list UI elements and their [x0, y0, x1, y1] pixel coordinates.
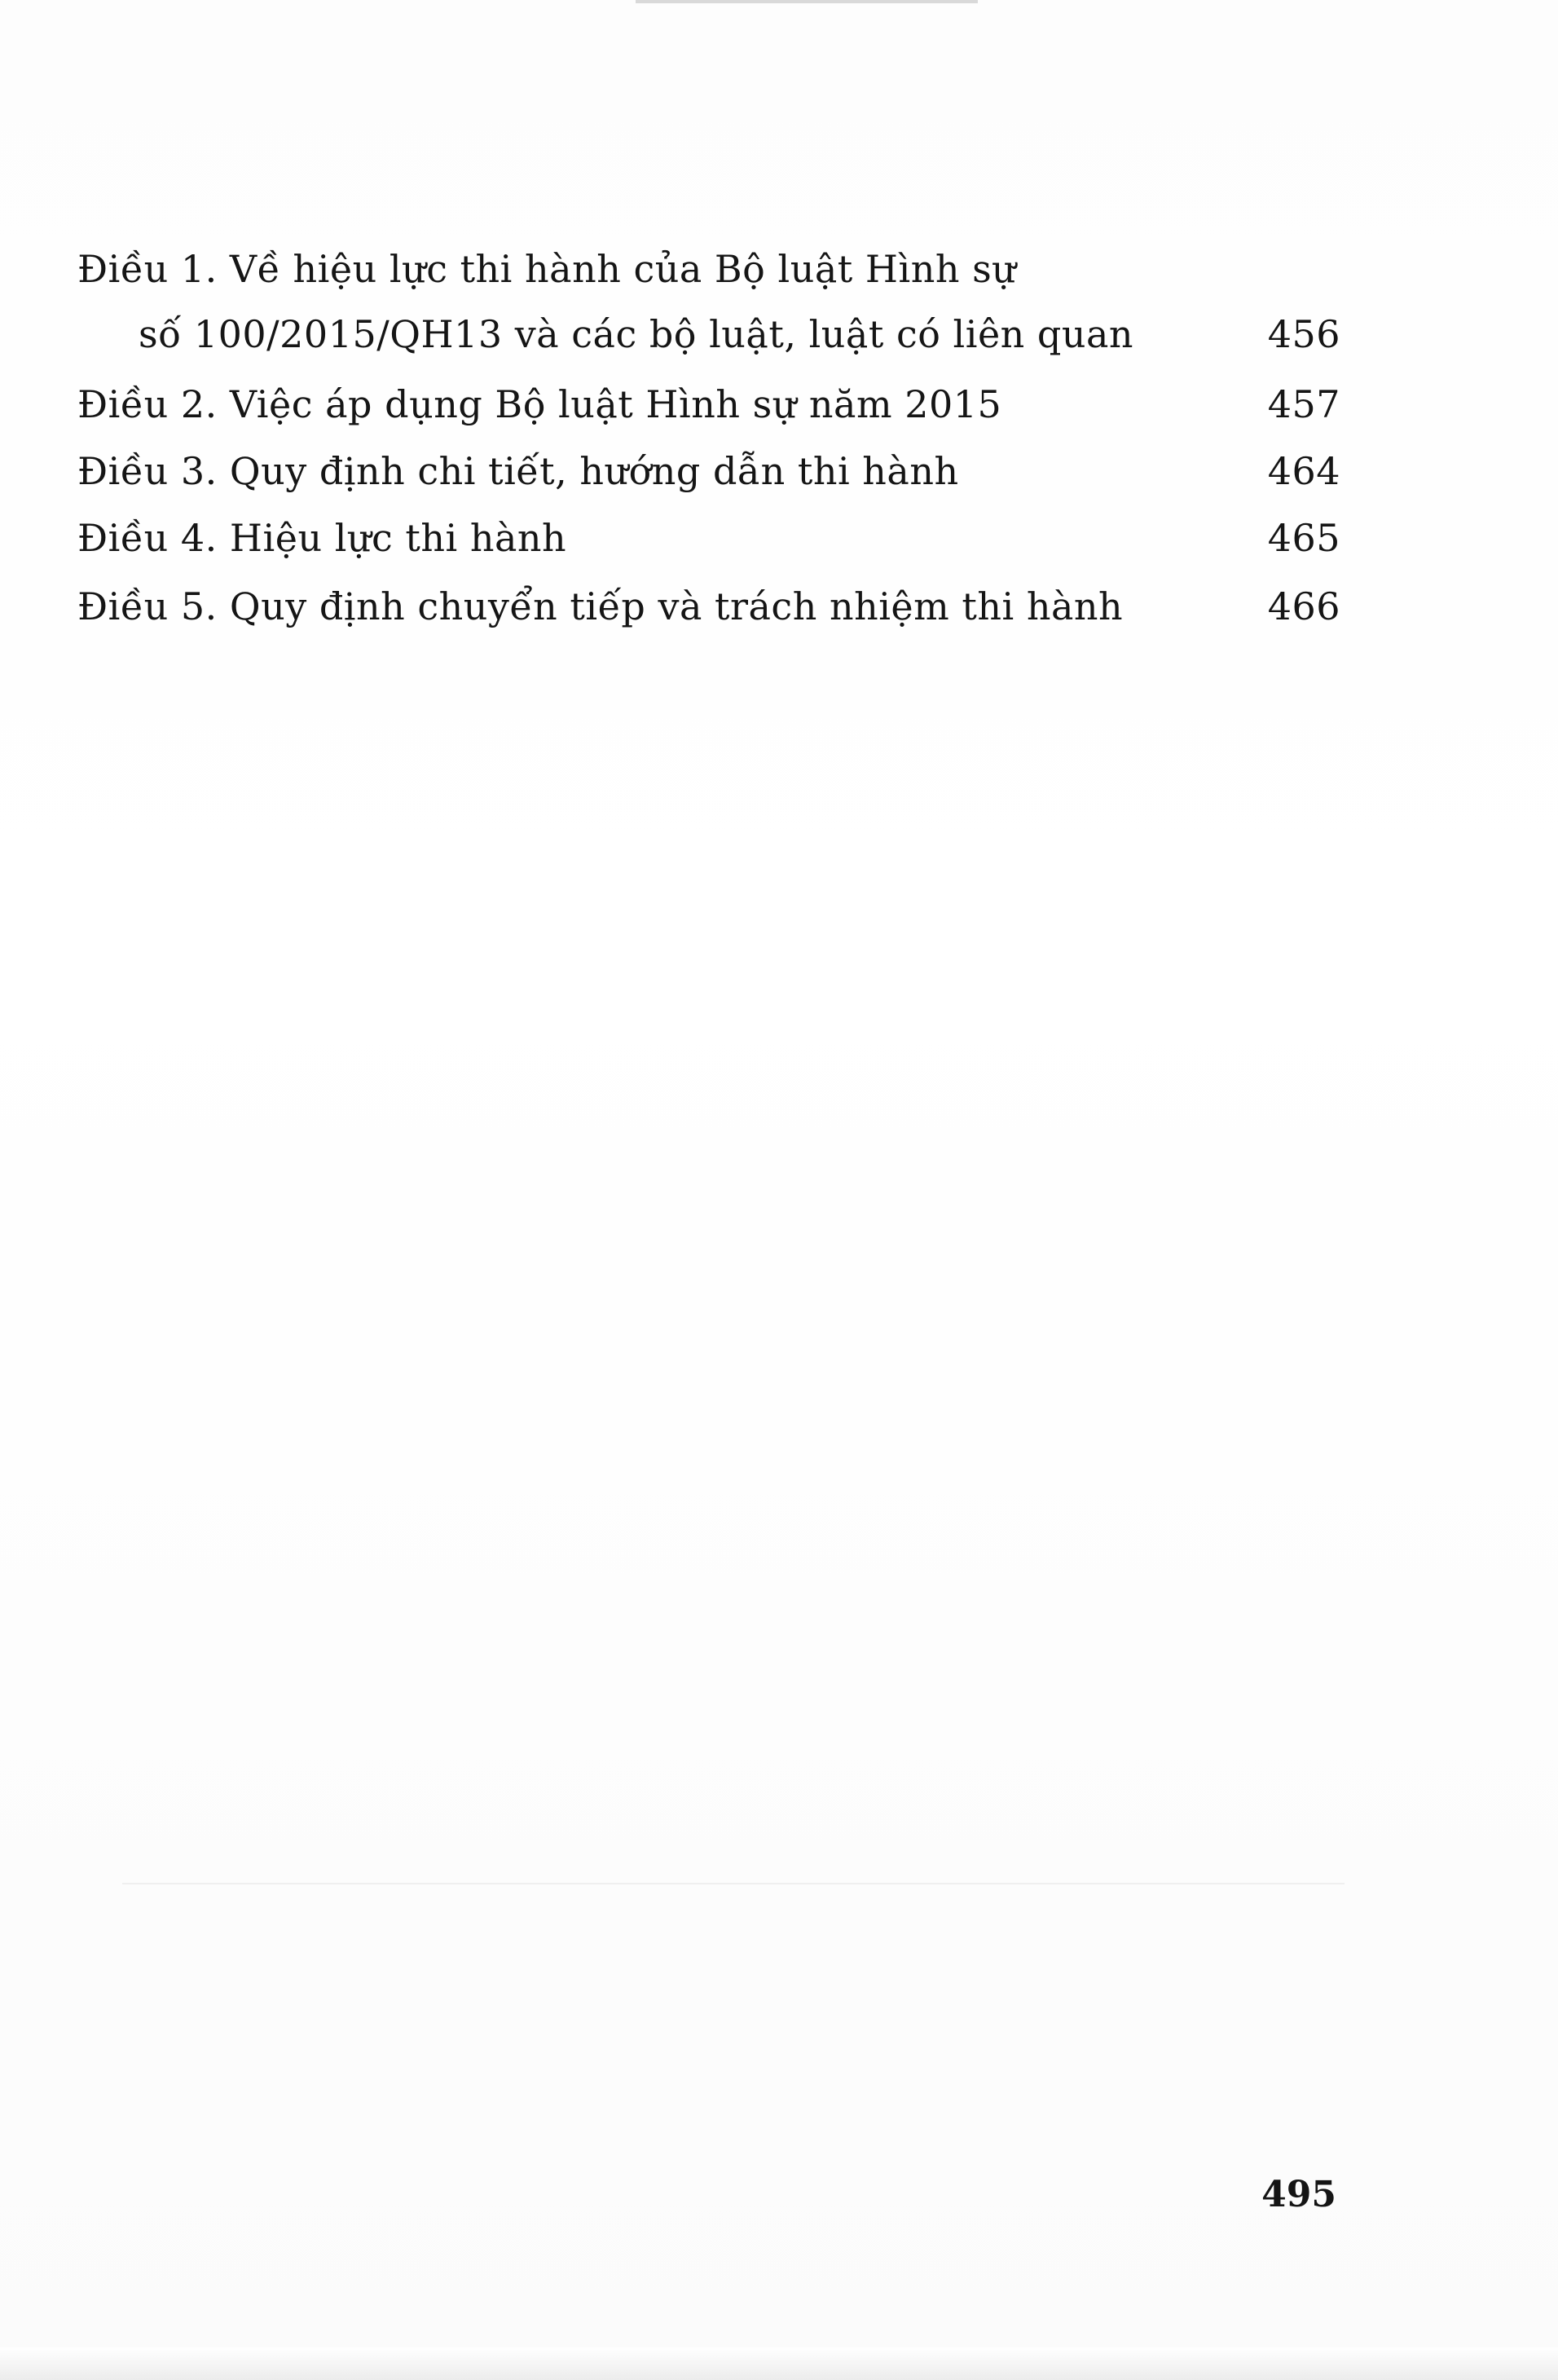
top-edge-rule	[636, 0, 978, 3]
toc-entry-title: Điều 3. Quy định chi tiết, hướng dẫn thi hành	[77, 449, 959, 493]
table-of-contents	[77, 245, 1340, 631]
toc-entry-page-number: 456	[1267, 312, 1340, 356]
toc-entry-title-continuation: số 100/2015/QH13 và các bộ luật, luật có liên quan	[139, 312, 1134, 356]
toc-entry-title: Điều 2. Việc áp dụng Bộ luật Hình sự năm 2015	[77, 382, 1002, 426]
toc-entry-page-number: 465	[1267, 516, 1340, 560]
toc-entry-title: Điều 4. Hiệu lực thi hành	[77, 516, 567, 560]
toc-entry-dieu-2	[77, 380, 1340, 429]
show-through-rule	[122, 1883, 1345, 1884]
toc-entry-dieu-5	[77, 582, 1340, 631]
toc-entry-dieu-3	[77, 447, 1340, 496]
page-number: 495	[1261, 2174, 1336, 2215]
toc-entry-dieu-1	[77, 245, 1340, 359]
toc-entry-page-number: 466	[1267, 584, 1340, 628]
toc-entry-page-number: 464	[1267, 449, 1340, 493]
toc-entry-title: Điều 1. Về hiệu lực thi hành của Bộ luật Hình sự	[77, 247, 1017, 291]
toc-entry-page-number: 457	[1267, 382, 1340, 426]
toc-entry-title: Điều 5. Quy định chuyển tiếp và trách nhiệm thi hành	[77, 584, 1124, 628]
bottom-edge-shade	[0, 2347, 1558, 2380]
toc-entry-dieu-4	[77, 513, 1340, 562]
